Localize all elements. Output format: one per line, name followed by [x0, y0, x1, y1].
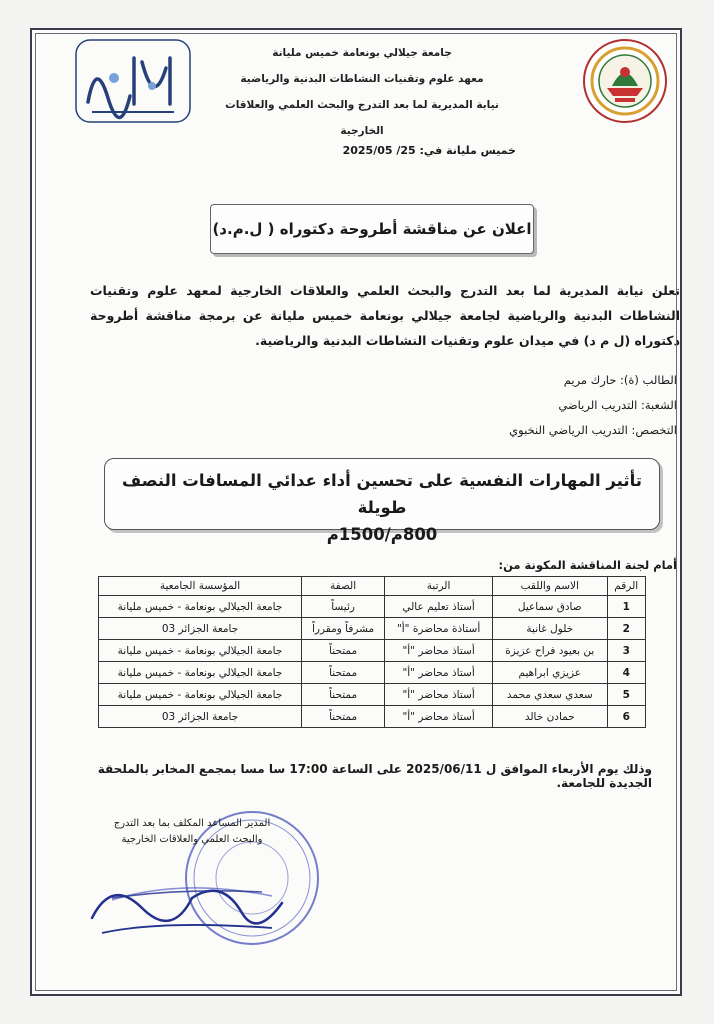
cell-institution: جامعة الجيلالي بونعامة - خميس مليانة	[99, 596, 302, 618]
student-name: الطالب (ة): حارك مريم	[563, 373, 677, 387]
signature-area	[72, 808, 342, 988]
header-number: الرقم	[607, 577, 645, 596]
committee-intro: أمام لجنة المناقشة المكونة من:	[498, 558, 677, 572]
cell-name: سعدي سعدي محمد	[493, 684, 607, 706]
cell-rank: أستاذ محاضر "أ"	[385, 706, 493, 728]
cell-role: ممتحناً	[302, 662, 385, 684]
closing-statement: وذلك يوم الأربعاء الموافق ل 2025/06/11 على الساعة 17:00 سا مسا بمجمع المخابر بالملحقة الجديدة للجامعة.	[97, 762, 652, 790]
header-institute: معهد علوم وتقنيات النشاطات البدنية والرياضية	[240, 73, 484, 85]
cell-rank: أستاذ محاضر "أ"	[385, 662, 493, 684]
header-directorate: نيابة المديرية لما بعد التدرج والبحث العلمي والعلاقات الخارجية	[225, 99, 499, 137]
cell-rank: أستاذ تعليم عالي	[385, 596, 493, 618]
signatory-line1: المدير المساعد المكلف بما بعد التدرج	[113, 818, 271, 829]
cell-number: 3	[607, 640, 645, 662]
cell-name: حمادن خالد	[493, 706, 607, 728]
title-text: اعلان عن مناقشة أطروحة دكتوراه ( ل.م.د)	[212, 220, 532, 238]
header-institution: المؤسسة الجامعية	[99, 577, 302, 596]
cell-rank: أستاذ محاضر "أ"	[385, 640, 493, 662]
cell-name: عزيزي ابراهيم	[493, 662, 607, 684]
official-stamp-icon	[72, 808, 342, 988]
document-page	[30, 28, 682, 996]
table-header-row	[99, 577, 646, 596]
cell-number: 5	[607, 684, 645, 706]
signatory-title	[92, 816, 292, 848]
header-name: الاسم واللقب	[493, 577, 607, 596]
table-row	[99, 618, 646, 640]
cell-institution: جامعة الجيلالي بونعامة - خميس مليانة	[99, 662, 302, 684]
announcement-title	[210, 204, 534, 254]
header-role: الصفة	[302, 577, 385, 596]
table-row	[99, 640, 646, 662]
cell-number: 2	[607, 618, 645, 640]
cell-institution: جامعة الجيلالي بونعامة - خميس مليانة	[99, 640, 302, 662]
cell-role: ممتحناً	[302, 706, 385, 728]
thesis-title-line1: تأثير المهارات النفسية على تحسين أداء عدائي المسافات النصف طويلة	[122, 471, 642, 517]
signatory-line2: والبحث العلمي والعلاقات الخارجية	[121, 834, 263, 845]
cell-role: ممتحناً	[302, 640, 385, 662]
header-rank: الرتبة	[385, 577, 493, 596]
thesis-title-line2: 800م/1500م	[326, 525, 438, 544]
handwritten-signature-icon	[82, 858, 302, 948]
cell-institution: جامعة الجزائر 03	[99, 706, 302, 728]
cell-role: مشرفاً ومقرراً	[302, 618, 385, 640]
committee-table	[98, 576, 646, 728]
cell-name: صادق سماعيل	[493, 596, 607, 618]
header-university: جامعة جيلالي بونعامة خميس مليانة	[272, 47, 452, 59]
announcement-paragraph: تعلن نيابة المديرية لما بعد التدرج والبحث العلمي والعلاقات الخارجية لمعهد علوم وتقنيات النشاطات البدنية والرياضية لجامعة جيلالي بونعامة خميس مليانة عن برمجة مناقشة أطروحة دكتوراه (ل م د) في ميدان علوم وتقنيات النشاطات البدنية والرياضية.	[90, 283, 680, 348]
student-branch: الشعبة: التدريب الرياضي	[558, 398, 677, 412]
cell-institution: جامعة الجيلالي بونعامة - خميس مليانة	[99, 684, 302, 706]
cell-rank: أستاذة محاضرة "أ"	[385, 618, 493, 640]
university-calligraphy-logo-icon	[74, 38, 192, 124]
table-row	[99, 596, 646, 618]
thesis-title-box	[104, 458, 660, 544]
cell-role: رئيساً	[302, 596, 385, 618]
header	[212, 40, 512, 144]
university-seal-icon	[582, 38, 668, 124]
student-info	[332, 368, 677, 443]
cell-rank: أستاذ محاضر "أ"	[385, 684, 493, 706]
table-row	[99, 662, 646, 684]
cell-number: 4	[607, 662, 645, 684]
cell-institution: جامعة الجزائر 03	[99, 618, 302, 640]
student-specialty: التخصص: التدريب الرياضي النخبوي	[509, 423, 677, 437]
cell-number: 6	[607, 706, 645, 728]
table-row	[99, 684, 646, 706]
cell-name: خلول غانية	[493, 618, 607, 640]
cell-number: 1	[607, 596, 645, 618]
cell-name: بن بعيود فراح عزيزة	[493, 640, 607, 662]
cell-role: ممتحناً	[302, 684, 385, 706]
table-row	[99, 706, 646, 728]
date-line: خميس مليانة في: 25/ 2025/05	[342, 144, 516, 157]
